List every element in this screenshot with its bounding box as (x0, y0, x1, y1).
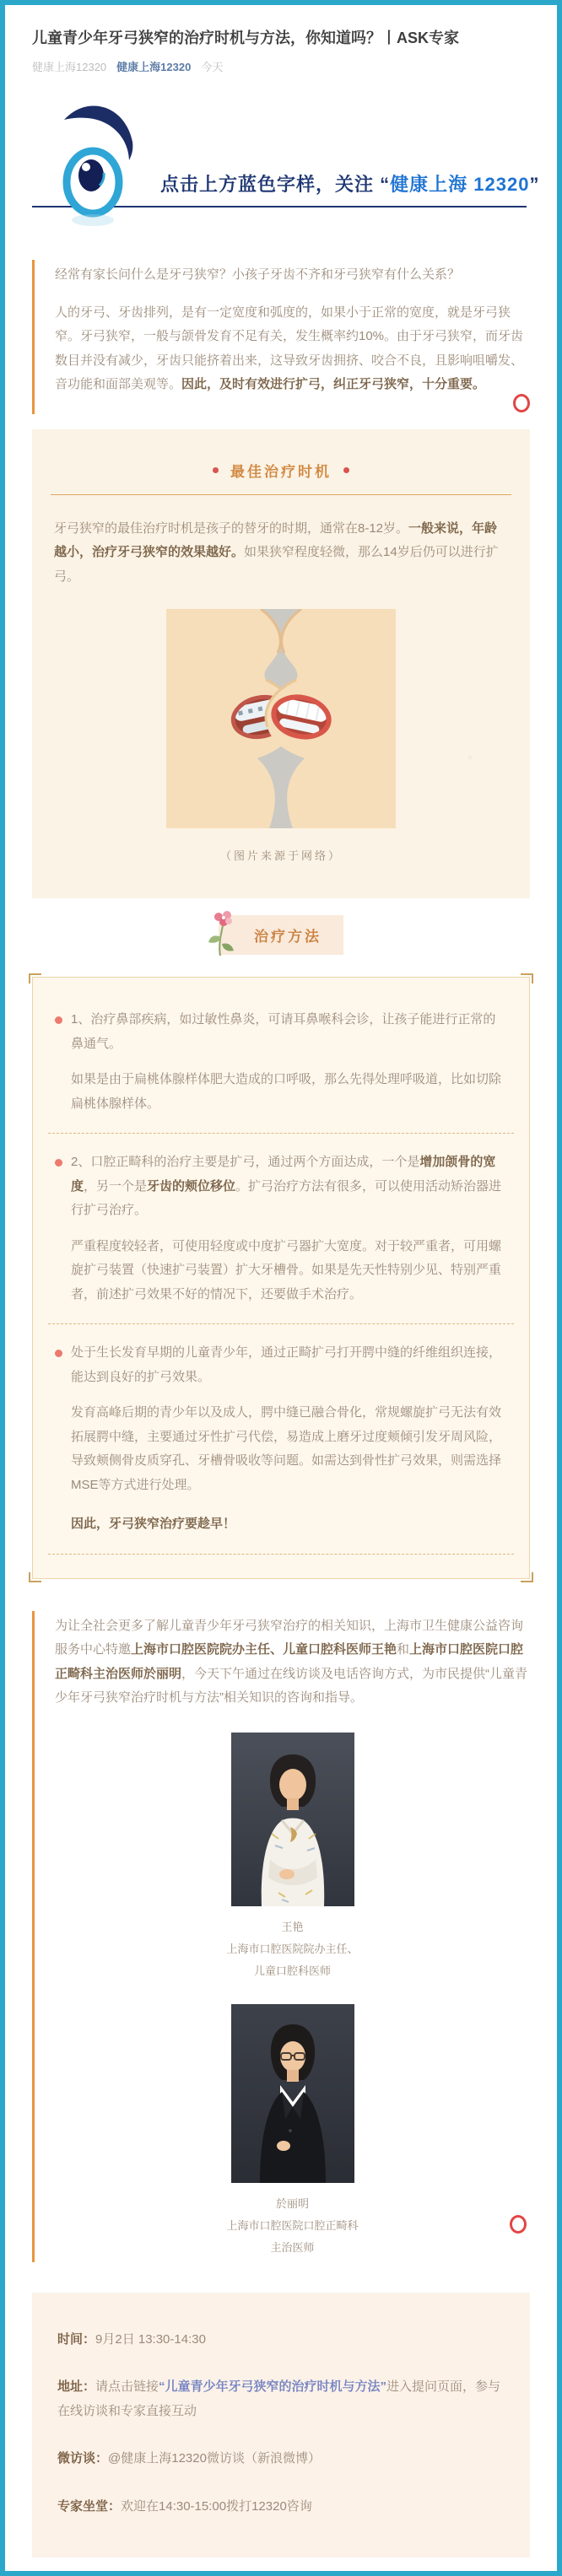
image-source-caption: （图片来源于网络） (219, 849, 342, 862)
method-item-2 (55, 1151, 507, 1223)
dashed-divider (48, 1554, 514, 1555)
expert-caption-wang-yan (55, 1916, 530, 1982)
info-row-weibo (57, 2447, 505, 2471)
frame-corner-icon (521, 1572, 533, 1582)
method-item-2-t2: ，另一个是 (84, 1178, 148, 1194)
page-title: 儿童青少年牙弓狭窄的治疗时机与方法，你知道吗？丨ASK专家 (32, 30, 460, 46)
ring-ornament-icon (513, 394, 530, 412)
intro-paragraph-2 (55, 301, 530, 397)
experts-intro-paragraph (55, 1614, 530, 1711)
bullet-dot-icon (55, 1350, 62, 1357)
intro-p2-bold: 因此，及时有效进行扩弓，纠正牙弓狭窄，十分重要。 (181, 377, 486, 391)
timing-paragraph (54, 517, 508, 590)
question-page-link[interactable]: “儿童青少年牙弓狭窄的治疗时机与方法” (159, 2379, 387, 2394)
info-row-expert-seat (57, 2495, 505, 2519)
mouth-illustration (166, 609, 396, 828)
frame-corner-icon (521, 973, 533, 984)
byline-account: 健康上海12320 (32, 61, 107, 73)
experts-p-t3: ，今天下午通过在线访谈及电话咨询方式，为市民提供“儿童青少年牙弓狭窄治疗时机与方法”相关知识的咨询和指导。 (55, 1666, 528, 1705)
expert1-title-line1: 上海市口腔医院院办主任、 (226, 1942, 359, 1955)
ring-ornament-icon (510, 2215, 527, 2234)
expert-seat-label: 专家坐堂： (57, 2498, 122, 2514)
experts-p-t2: 和 (397, 1642, 410, 1657)
address-label: 地址： (57, 2379, 96, 2394)
flower-icon (207, 908, 240, 957)
treatment-badge-row (32, 915, 530, 955)
expert-caption-yu-li-ming (55, 2193, 530, 2259)
banner-quote-open: “ (380, 174, 391, 195)
method-item-1-sub: 如果是由于扁桃体腺样体肥大造成的口呼吸，那么先得处理呼吸道，比如切除扁桃体腺样体。 (71, 1072, 502, 1111)
red-dot-icon (213, 467, 219, 473)
best-timing-title: 最佳治疗时机 (230, 463, 332, 480)
expert2-title-line1: 上海市口腔医院口腔正畸科 (226, 2218, 359, 2232)
intro-paragraph-1: 经常有家长问什么是牙弓狭窄？小孩子牙齿不齐和牙弓狭窄有什么关系？ (55, 267, 461, 282)
experts-p-b1: 上海市口腔医院院办主任、儿童口腔科医师王艳 (131, 1642, 397, 1657)
time-label: 时间： (57, 2331, 96, 2347)
expert2-name: 於丽明 (275, 2196, 309, 2210)
method-item-2-t3: 。扩弓治疗方法有很多，可以使用活动矫治器进行扩弓治疗。 (71, 1178, 502, 1217)
method-conclusion: 因此，牙弓狭窄治疗要趁早！ (71, 1517, 236, 1531)
time-value: 9月2日 13:30-14:30 (95, 2331, 206, 2347)
method-item-1 (55, 1008, 507, 1056)
info-row-address (57, 2375, 505, 2423)
banner-account: 健康上海 12320 (390, 174, 530, 195)
best-timing-box (32, 429, 530, 899)
best-timing-heading (54, 460, 508, 481)
dashed-divider (48, 1133, 514, 1134)
method-item-2-text (71, 1151, 507, 1223)
method-item-3 (55, 1341, 507, 1389)
eye-logo-icon (49, 100, 143, 232)
banner-text (160, 170, 539, 197)
expert1-title-line2: 儿童口腔科医师 (253, 1964, 331, 1977)
expert1-name: 王艳 (281, 1920, 304, 1933)
dashed-divider (48, 1323, 514, 1324)
follow-banner[interactable] (32, 100, 540, 228)
treatment-box (32, 977, 530, 1579)
treatment-method-label: 治疗方法 (254, 929, 322, 945)
expert-photo-yu-li-ming (231, 2004, 354, 2183)
bullet-dot-icon (55, 1159, 62, 1167)
expert2-title-line2: 主治医师 (270, 2240, 315, 2254)
timing-text-2: 如果狭窄程度轻微，那么14岁后仍可以进行扩弓。 (54, 545, 499, 584)
frame-corner-icon (29, 973, 41, 984)
timing-bold: 一般来说，年龄越小，治疗牙弓狭窄的效果越好。 (54, 520, 498, 559)
method-item-2-sub: 严重程度较轻者，可使用轻度或中度扩弓器扩大宽度。对于较严重者，可用螺旋扩弓装置（快速扩弓装置）扩大牙槽骨。如果是先天性特别少见、特别严重者，前述扩弓效果不好的情况下，还要做手术治疗。 (71, 1238, 502, 1301)
bullet-dot-icon (55, 1016, 62, 1024)
method-item-3-sub: 发育高峰后期的青少年以及成人，腭中缝已融合骨化，常规螺旋扩弓无法有效拓展腭中缝，主要通过牙性扩弓代偿，易造成上磨牙过度颊倾引发牙周风险，导致颊侧骨皮质穿孔、牙槽骨吸收等问题。如需达到骨性扩弓效果，则需选择MSE等方式进行处理。 (71, 1405, 502, 1492)
weibo-label: 微访谈： (57, 2451, 109, 2466)
intro-p2-text: 人的牙弓、牙齿排列，是有一定宽度和弧度的，如果小于正常的宽度，就是牙弓狭窄。牙弓狭窄，一般与颌骨发育不足有关，发生概率约10%。由于牙弓狭窄，而牙齿数目并没有减少，牙齿只能挤着出来，这导致牙齿拥挤、咬合不良，且影响咀嚼发、音功能和面部美观等。 (55, 304, 524, 391)
byline-account-link[interactable]: 健康上海12320 (116, 61, 192, 73)
experts-p-b2: 上海市口腔医院口腔正畸科主治医师於丽明 (55, 1642, 524, 1681)
event-info-box (32, 2293, 530, 2558)
timing-divider (51, 494, 511, 495)
weibo-value: @健康上海12320微访谈（新浪微博） (108, 2451, 321, 2466)
byline (32, 58, 530, 74)
expert-photo-wang-yan (231, 1733, 354, 1906)
frame-corner-icon (29, 1572, 41, 1582)
banner-quote-close: ” (529, 174, 540, 195)
red-dot-icon (343, 467, 349, 473)
experts-block (32, 1611, 530, 2262)
expert-seat-value: 欢迎在14:30-15:00拨打12320咨询 (121, 2498, 312, 2514)
banner-prefix: 点击上方蓝色字样，关注 (160, 174, 375, 195)
method-item-2-b2: 牙齿的颊位移位 (147, 1178, 236, 1194)
treatment-method-badge (219, 915, 343, 955)
method-item-3-text: 处于生长发育早期的儿童青少年，通过正畸扩弓打开腭中缝的纤维组织连接，能达到良好的扩弓效果。 (71, 1345, 502, 1384)
address-text-2: 进入提问页面，参与在线访谈和专家直接互动 (57, 2379, 501, 2418)
method-item-2-b1: 增加颌骨的宽度 (71, 1155, 496, 1194)
method-item-2-t1: 2、口腔正畸科的治疗主要是扩弓，通过两个方面达成，一个是 (71, 1155, 420, 1169)
info-row-time (57, 2328, 505, 2352)
address-text-1: 请点击链接 (95, 2379, 159, 2394)
method-item-1-text: 1、治疗鼻部疾病，如过敏性鼻炎，可请耳鼻喉科会诊，让孩子能进行正常的鼻通气。 (71, 1012, 496, 1051)
timing-text-1: 牙弓狭窄的最佳治疗时机是孩子的替牙的时期，通常在8-12岁。 (54, 520, 409, 536)
experts-p-t1: 为让全社会更多了解儿童青少年牙弓狭窄治疗的相关知识，上海市卫生健康公益咨询服务中心特邀 (55, 1618, 524, 1657)
byline-time: 今天 (201, 61, 224, 73)
intro-block (32, 260, 530, 414)
